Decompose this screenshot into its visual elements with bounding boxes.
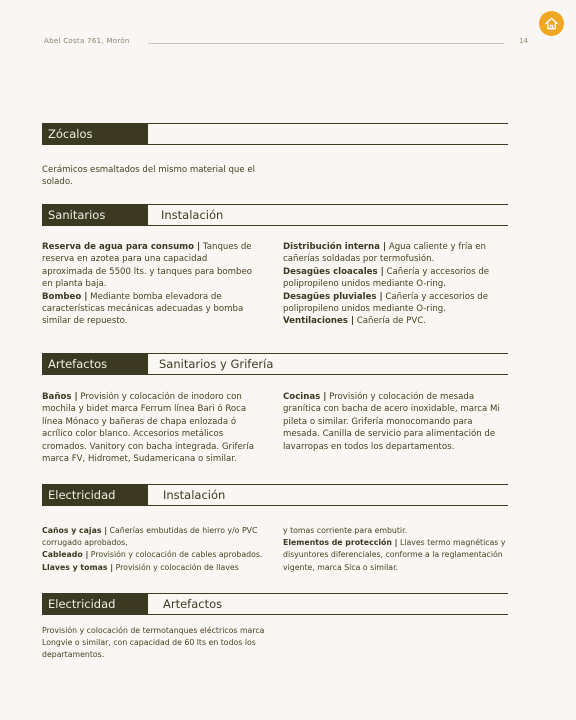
address-text: Abel Costa 761, Morón [44,37,130,45]
paragraph [42,391,268,465]
paragraph-label: Desagües cloacales | [283,266,384,277]
page-header [0,0,576,60]
paragraph-label: Llaves y tomas | [42,562,114,572]
paragraph-label: Cableado | [42,550,89,560]
section-header [42,204,508,227]
paragraph-text: Llaves termo magnéticas y disyuntores diferenciales, conforme a la reglamentación vigente, marca Sica o similar. [283,538,506,572]
section-text: Cerámicos esmaltados del mismo material que el solado. [42,165,256,188]
right-column [283,391,511,453]
paragraph-label: Caños y cajas | [42,526,108,535]
paragraph-label: Reserva de agua para consumo | [42,242,201,252]
paragraph-label: Cocinas | [283,392,327,402]
paragraph-label: Bombeo | [42,291,88,302]
paragraph [42,562,274,574]
paragraph-text: Provisión y colocación de llaves [113,562,239,572]
home-button[interactable] [539,11,564,36]
section-electricidad-instalacion [42,484,508,572]
paragraph-text: Tanques de reserva en azotea para una capacidad aproximada de 5500 lts. y tanques para bombeo en planta baja. [42,242,253,290]
section-header [42,484,508,507]
section-subtitle: Sanitarios y Grifería [159,357,274,371]
section-tag: Zócalos [42,123,148,145]
section-subtitle: Instalación [163,488,226,502]
left-column [42,525,274,574]
section-zocalos [42,123,508,188]
paragraph [283,266,507,291]
paragraph [283,537,511,574]
section-tag: Artefactos [42,353,148,375]
paragraph [283,315,507,327]
section-tag: Electricidad [42,593,148,615]
section-tag: Electricidad [42,484,148,506]
paragraph-label: Ventilaciones | [283,316,355,327]
paragraph-text: Provisión y colocación de cables aprobados. [88,550,263,560]
paragraph-text: Mediante bomba elevadora de características mecánicas adecuadas y bomba similar de repuesto. [42,291,244,327]
right-column [283,241,507,328]
section-header [42,353,508,376]
section-header [42,593,508,616]
section-subtitle: Artefactos [163,597,223,611]
section-tag: Sanitarios [42,204,148,226]
right-column [283,525,511,574]
paragraph [283,291,507,316]
section-text: Provisión y colocación de termotanques eléctricos marca Longvie o similar, con capacidad de 60 lts en todos los departamentos. [42,626,265,660]
left-column [42,391,268,465]
paragraph [283,241,507,266]
paragraph-text: Provisión y colocación de mesada granítica con bacha de acero inoxidable, marca Mi pileta o similar. Grifería monocomando para mesada. Canilla de servicio para alimentación de lavarropas en todos los departamentos. [283,392,500,452]
paragraph-text: Cañería y accesorios de polipropileno unidos mediante O-ring. [283,266,490,290]
paragraph-text: Cañería de PVC. [354,316,426,327]
section-electricidad-artefactos [42,593,508,660]
paragraph-text: Cañería y accesorios de polipropileno unidos mediante O-ring. [283,291,489,315]
paragraph-label: Desagües pluviales | [283,291,383,302]
paragraph-text: Cañerías embutidas de hierro y/o PVC corrugado aprobados. [42,526,258,548]
paragraph-text: Provisión y colocación de inodoro con mochila y bidet marca Ferrum línea Bari ó Roca línea Mónaco y bañeras de chapa enlozada ó acrílico color blanco. Accesorios metálicos cromados. Vanitory con bacha integrada. Grifería marca FV, Hidromet, Sudamericana o similar. [42,392,254,465]
paragraph [283,391,511,453]
header-divider [148,43,504,44]
section-artefactos [42,353,508,465]
paragraph-text: Agua caliente y fría en cañerías soldadas por termofusión. [283,242,487,265]
home-icon [544,16,559,31]
paragraph: y tomas corriente para embutir. [283,526,408,535]
section-header [42,123,508,146]
paragraph [42,291,260,328]
section-subtitle: Instalación [161,208,224,222]
paragraph-label: Elementos de protección | [283,538,398,548]
page-number: 14 [519,37,528,45]
paragraph [42,525,274,549]
paragraph-label: Distribución interna | [283,242,387,252]
left-column [42,241,260,328]
section-sanitarios [42,204,508,327]
paragraph [42,241,260,291]
paragraph [42,549,274,561]
paragraph-label: Baños | [42,392,78,402]
